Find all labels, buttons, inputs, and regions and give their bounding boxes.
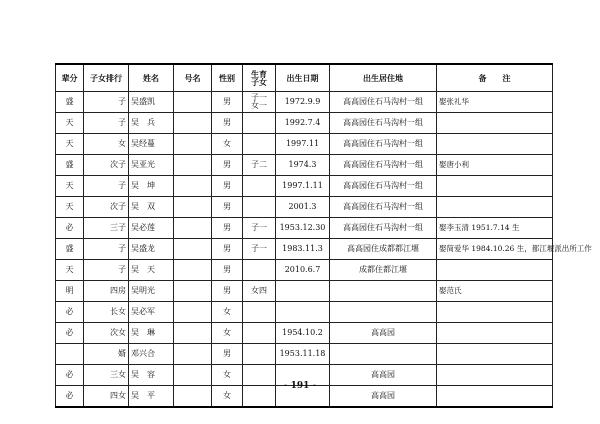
table-row <box>56 302 553 323</box>
cell-child-rank: 次子 <box>84 197 129 218</box>
cell-sex: 男 <box>212 176 243 197</box>
cell-children <box>243 302 276 323</box>
cell-name: 吴 天 <box>129 260 174 281</box>
cell-residence: 高高园住石马沟村一组 <box>330 197 437 218</box>
cell-name: 吴 琳 <box>129 323 174 344</box>
header-note: 备 注 <box>437 64 553 92</box>
table-row <box>56 176 553 197</box>
cell-note: 娶张礼华 <box>437 92 553 113</box>
cell-generation: 天 <box>56 260 84 281</box>
cell-children: 子一 女一 <box>243 92 276 113</box>
cell-child-rank: 长女 <box>84 302 129 323</box>
cell-note <box>437 323 553 344</box>
cell-birth-date: 1997.11 <box>276 134 330 155</box>
cell-child-rank: 三子 <box>84 218 129 239</box>
cell-birth-date: 1954.10.2 <box>276 323 330 344</box>
cell-generation: 天 <box>56 134 84 155</box>
cell-name: 吴必莲 <box>129 218 174 239</box>
cell-generation: 必 <box>56 323 84 344</box>
table-row <box>56 92 553 113</box>
cell-alias <box>174 302 212 323</box>
cell-alias <box>174 197 212 218</box>
cell-residence: 高高园住石马沟村一组 <box>330 113 437 134</box>
cell-name: 吴 兵 <box>129 113 174 134</box>
header-generation: 辈分 <box>56 64 84 92</box>
table-body <box>56 92 592 408</box>
table-row <box>56 281 553 302</box>
cell-residence: 高高园住石马沟村一组 <box>330 134 437 155</box>
cell-birth-date: 2010.6.7 <box>276 260 330 281</box>
page-number: - 191 - <box>283 381 317 391</box>
cell-children <box>243 134 276 155</box>
cell-generation: 天 <box>56 197 84 218</box>
cell-children <box>243 197 276 218</box>
cell-birth-date: 1983.11.3 <box>276 239 330 260</box>
cell-child-rank: 子 <box>84 113 129 134</box>
cell-child-rank: 女 <box>84 134 129 155</box>
cell-sex: 女 <box>212 134 243 155</box>
cell-child-rank: 子 <box>84 92 129 113</box>
cell-note <box>437 176 553 197</box>
cell-note: 娶简爱华 1984.10.26 生，都江堰派出所工作 <box>437 239 553 260</box>
cell-birth-date: 1974.3 <box>276 155 330 176</box>
cell-residence: 高高园住石马沟村一组 <box>330 92 437 113</box>
cell-note <box>437 197 553 218</box>
cell-residence: 高高园住石马沟村一组 <box>330 155 437 176</box>
cell-residence <box>330 281 437 302</box>
cell-alias <box>174 113 212 134</box>
cell-note <box>437 134 553 155</box>
table-row <box>56 197 553 218</box>
cell-generation: 必 <box>56 218 84 239</box>
cell-child-rank: 子 <box>84 176 129 197</box>
cell-note: 娶李玉清 1951.7.14 生 <box>437 218 553 239</box>
cell-generation: 盛 <box>56 239 84 260</box>
cell-generation: 天 <box>56 176 84 197</box>
cell-alias <box>174 239 212 260</box>
table-row <box>56 113 553 134</box>
cell-name: 吴 坤 <box>129 176 174 197</box>
cell-birth-date <box>276 302 330 323</box>
table-row <box>56 344 553 365</box>
header-child-rank: 子女排行 <box>84 64 129 92</box>
cell-sex: 男 <box>212 197 243 218</box>
header-name: 姓名 <box>129 64 174 92</box>
table-row <box>56 239 553 260</box>
cell-name: 吴亚光 <box>129 155 174 176</box>
cell-note <box>437 113 553 134</box>
cell-residence: 高高园住成都都江堰 <box>330 239 437 260</box>
header-birth-date: 出生日期 <box>276 64 330 92</box>
cell-residence: 高高园住石马沟村一组 <box>330 218 437 239</box>
genealogy-table <box>55 63 592 408</box>
cell-name: 吴 双 <box>129 197 174 218</box>
cell-birth-date <box>276 281 330 302</box>
cell-child-rank: 婿 <box>84 344 129 365</box>
cell-generation: 天 <box>56 113 84 134</box>
cell-residence: 高高园 <box>330 386 437 408</box>
cell-children <box>243 113 276 134</box>
cell-child-rank: 子 <box>84 260 129 281</box>
cell-generation: 盛 <box>56 155 84 176</box>
cell-note: 娶范氏 <box>437 281 553 302</box>
header-residence: 出生居住地 <box>330 64 437 92</box>
cell-note <box>437 260 553 281</box>
cell-birth-date: 1972.9.9 <box>276 92 330 113</box>
cell-generation: 必 <box>56 365 84 386</box>
cell-residence: 高高园 <box>330 365 437 386</box>
cell-name: 吴明光 <box>129 281 174 302</box>
cell-name: 吴 容 <box>129 365 174 386</box>
cell-name: 吴 平 <box>129 386 174 408</box>
cell-sex: 男 <box>212 155 243 176</box>
cell-children <box>243 344 276 365</box>
table-row <box>56 218 553 239</box>
cell-children <box>243 260 276 281</box>
cell-residence: 高高园 <box>330 323 437 344</box>
cell-alias <box>174 281 212 302</box>
cell-sex: 女 <box>212 386 243 408</box>
cell-alias <box>174 155 212 176</box>
cell-child-rank: 次女 <box>84 323 129 344</box>
cell-generation: 必 <box>56 386 84 408</box>
header-row <box>56 64 553 92</box>
cell-children: 子二 <box>243 155 276 176</box>
cell-alias <box>174 176 212 197</box>
cell-child-rank: 三女 <box>84 365 129 386</box>
cell-alias <box>174 260 212 281</box>
cell-generation: 盛 <box>56 92 84 113</box>
cell-sex: 女 <box>212 365 243 386</box>
cell-alias <box>174 323 212 344</box>
cell-children: 子一 <box>243 218 276 239</box>
cell-birth-date: 2001.3 <box>276 197 330 218</box>
table-row <box>56 134 553 155</box>
cell-generation: 明 <box>56 281 84 302</box>
cell-sex: 男 <box>212 92 243 113</box>
cell-sex: 女 <box>212 323 243 344</box>
cell-sex: 男 <box>212 260 243 281</box>
cell-alias <box>174 92 212 113</box>
cell-sex: 女 <box>212 302 243 323</box>
cell-name: 吴必军 <box>129 302 174 323</box>
cell-children <box>243 323 276 344</box>
cell-residence <box>330 344 437 365</box>
table-header <box>56 64 553 92</box>
cell-sex: 男 <box>212 281 243 302</box>
cell-child-rank: 四女 <box>84 386 129 408</box>
cell-birth-date: 1992.7.4 <box>276 113 330 134</box>
header-children: 生育 子女 <box>243 64 276 92</box>
cell-birth-date: 1953.12.30 <box>276 218 330 239</box>
header-alias: 号名 <box>174 64 212 92</box>
cell-alias <box>174 344 212 365</box>
cell-sex: 男 <box>212 218 243 239</box>
table-row <box>56 260 553 281</box>
cell-alias <box>174 134 212 155</box>
cell-children: 子一 <box>243 239 276 260</box>
cell-sex: 男 <box>212 344 243 365</box>
cell-alias <box>174 218 212 239</box>
cell-generation: 必 <box>56 302 84 323</box>
cell-birth-date: 1997.1.11 <box>276 176 330 197</box>
cell-sex: 男 <box>212 113 243 134</box>
cell-note <box>437 302 553 323</box>
cell-child-rank: 四房 <box>84 281 129 302</box>
cell-name: 吴盛凯 <box>129 92 174 113</box>
header-sex: 性别 <box>212 64 243 92</box>
table-row <box>56 155 553 176</box>
cell-note: 娶唐小利 <box>437 155 553 176</box>
cell-generation <box>56 344 84 365</box>
cell-birth-date: 1953.11.18 <box>276 344 330 365</box>
cell-child-rank: 子 <box>84 239 129 260</box>
cell-residence: 成都住都江堰 <box>330 260 437 281</box>
cell-child-rank: 次子 <box>84 155 129 176</box>
cell-name: 吴盛龙 <box>129 239 174 260</box>
cell-name: 邓兴合 <box>129 344 174 365</box>
table-row <box>56 323 553 344</box>
cell-children <box>243 176 276 197</box>
cell-residence: 高高园住石马沟村一组 <box>330 176 437 197</box>
cell-note <box>437 344 553 365</box>
cell-children: 女四 <box>243 281 276 302</box>
cell-residence <box>330 302 437 323</box>
cell-name: 吴经蔓 <box>129 134 174 155</box>
cell-sex: 男 <box>212 239 243 260</box>
